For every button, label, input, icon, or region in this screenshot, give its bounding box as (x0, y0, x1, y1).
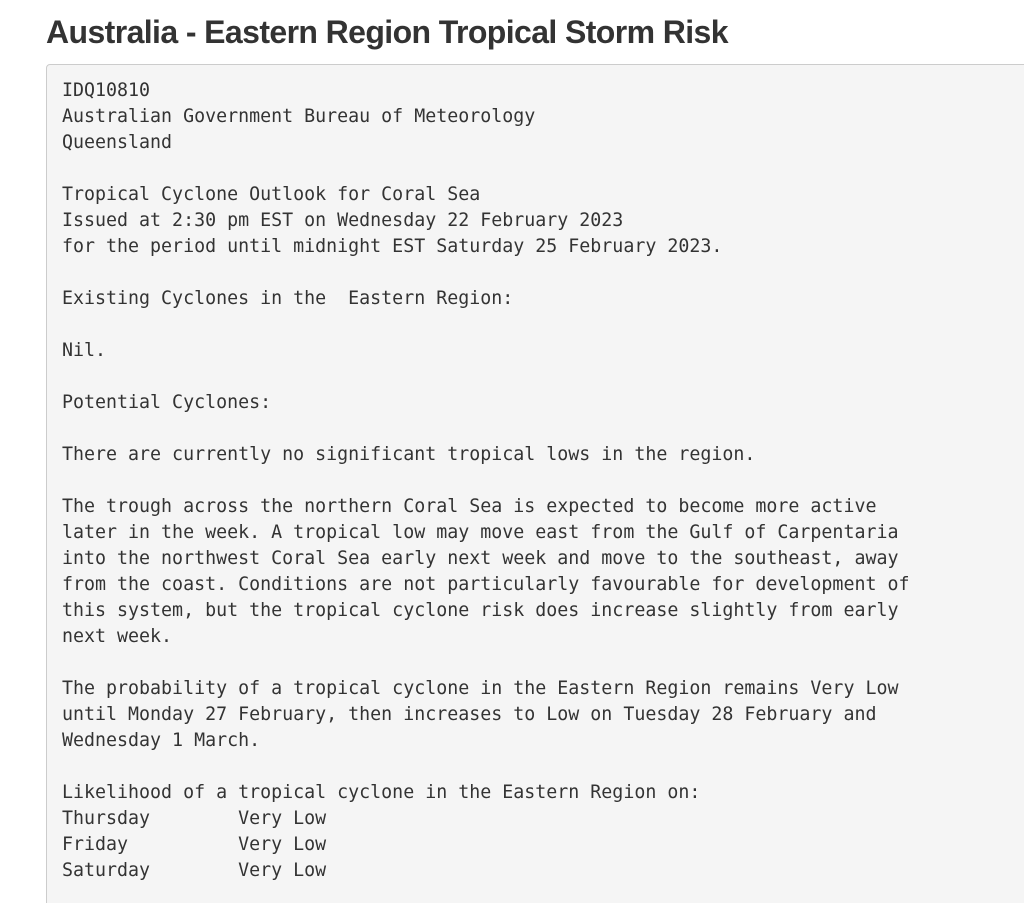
page-title: Australia - Eastern Region Tropical Storm Risk (46, 14, 728, 50)
bulletin-line-discussion: from the coast. Conditions are not particularly favourable for development of (62, 574, 910, 595)
bulletin-line-agency: Australian Government Bureau of Meteorology (62, 106, 536, 127)
bulletin-line-blank (62, 468, 909, 494)
bulletin-line-existing-value: Nil. (62, 340, 107, 361)
bulletin-line-state: Queensland (62, 132, 173, 153)
bulletin-line-discussion: next week. (62, 626, 173, 647)
bulletin-line-probability: The probability of a tropical cyclone in the Eastern Region remains Very Low (62, 678, 899, 699)
likelihood-row-friday: Friday Very Low (62, 834, 327, 855)
bulletin-line-blank (62, 754, 909, 780)
bulletin-line-probability: Wednesday 1 March. (62, 730, 261, 751)
bulletin-line-likelihood-heading: Likelihood of a tropical cyclone in the Eastern Region on: (62, 782, 701, 803)
bulletin-line-discussion: later in the week. A tropical low may move east from the Gulf of Carpentaria (62, 522, 899, 543)
bulletin-line-existing-heading: Existing Cyclones in the Eastern Region: (62, 288, 514, 309)
bulletin-line-blank (62, 364, 909, 390)
bulletin-line-discussion: The trough across the northern Coral Sea is expected to become more active (62, 496, 877, 517)
bulletin-line-discussion: into the northwest Coral Sea early next week and move to the southeast, away (62, 548, 899, 569)
likelihood-row-thursday: Thursday Very Low (62, 808, 327, 829)
bulletin-line-issued: Issued at 2:30 pm EST on Wednesday 22 February 2023 (62, 210, 624, 231)
bulletin-line-blank (62, 416, 909, 442)
bulletin-line-blank (62, 260, 909, 286)
bulletin-line-blank (62, 312, 909, 338)
bulletin-line-blank (62, 156, 909, 182)
bulletin-line-blank (62, 650, 909, 676)
bulletin-line-probability: until Monday 27 February, then increases to Low on Tuesday 28 February and (62, 704, 877, 725)
bulletin-line-potential-heading: Potential Cyclones: (62, 392, 272, 413)
bulletin-line-outlook-title: Tropical Cyclone Outlook for Coral Sea (62, 184, 481, 205)
likelihood-row-saturday: Saturday Very Low (62, 860, 327, 881)
bulletin-box (46, 64, 1024, 903)
bulletin-line-no-lows: There are currently no significant tropical lows in the region. (62, 444, 756, 465)
bulletin-line-period: for the period until midnight EST Saturday 25 February 2023. (62, 236, 723, 257)
bulletin-line-product-id: IDQ10810 (62, 80, 151, 101)
bulletin-line-discussion: this system, but the tropical cyclone risk does increase slightly from early (62, 600, 899, 621)
bulletin-text (62, 78, 909, 884)
